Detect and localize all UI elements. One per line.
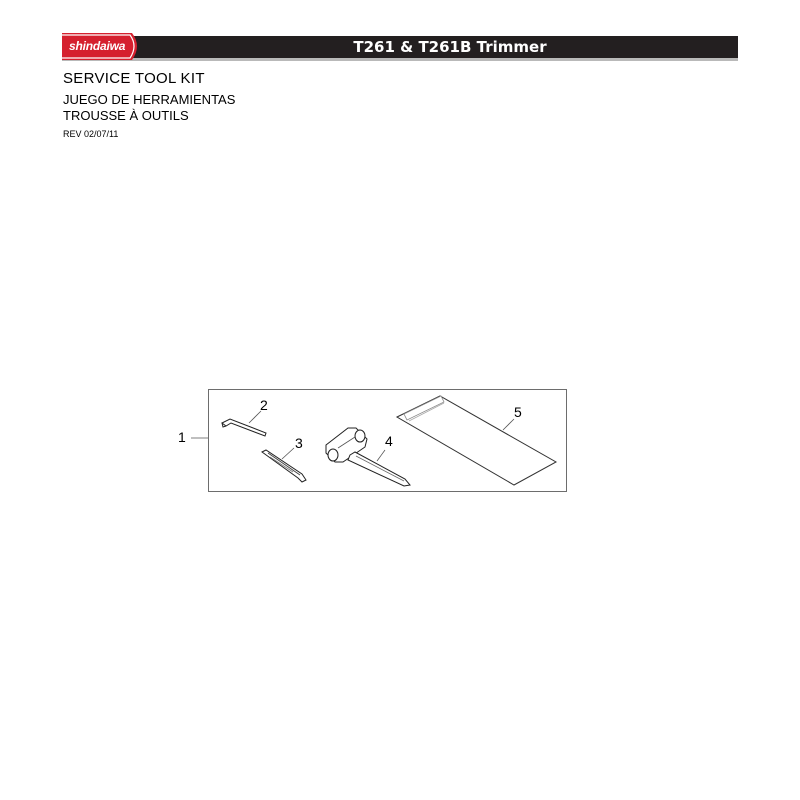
title-french: TROUSSE À OUTILS — [63, 108, 189, 123]
callout-4-leader — [377, 450, 385, 461]
callout-3: 3 — [295, 435, 303, 451]
callout-1: 1 — [178, 429, 186, 445]
brand-logo-text: shindaiwa — [69, 39, 126, 53]
spark-plug-wrench-icon — [326, 428, 410, 486]
page-title: T261 & T261B Trimmer — [353, 38, 547, 56]
callout-3-leader — [282, 448, 294, 459]
callout-5-leader — [503, 419, 514, 430]
tool-bag-icon — [397, 396, 556, 485]
title-spanish: JUEGO DE HERRAMIENTAS — [63, 92, 236, 107]
title-english: SERVICE TOOL KIT — [63, 70, 205, 87]
callout-5: 5 — [514, 404, 522, 420]
callout-4: 4 — [385, 433, 393, 449]
screwdriver-icon — [262, 450, 306, 482]
hex-key-icon — [222, 419, 266, 436]
revision-date: REV 02/07/11 — [63, 129, 119, 139]
callout-2: 2 — [260, 397, 268, 413]
